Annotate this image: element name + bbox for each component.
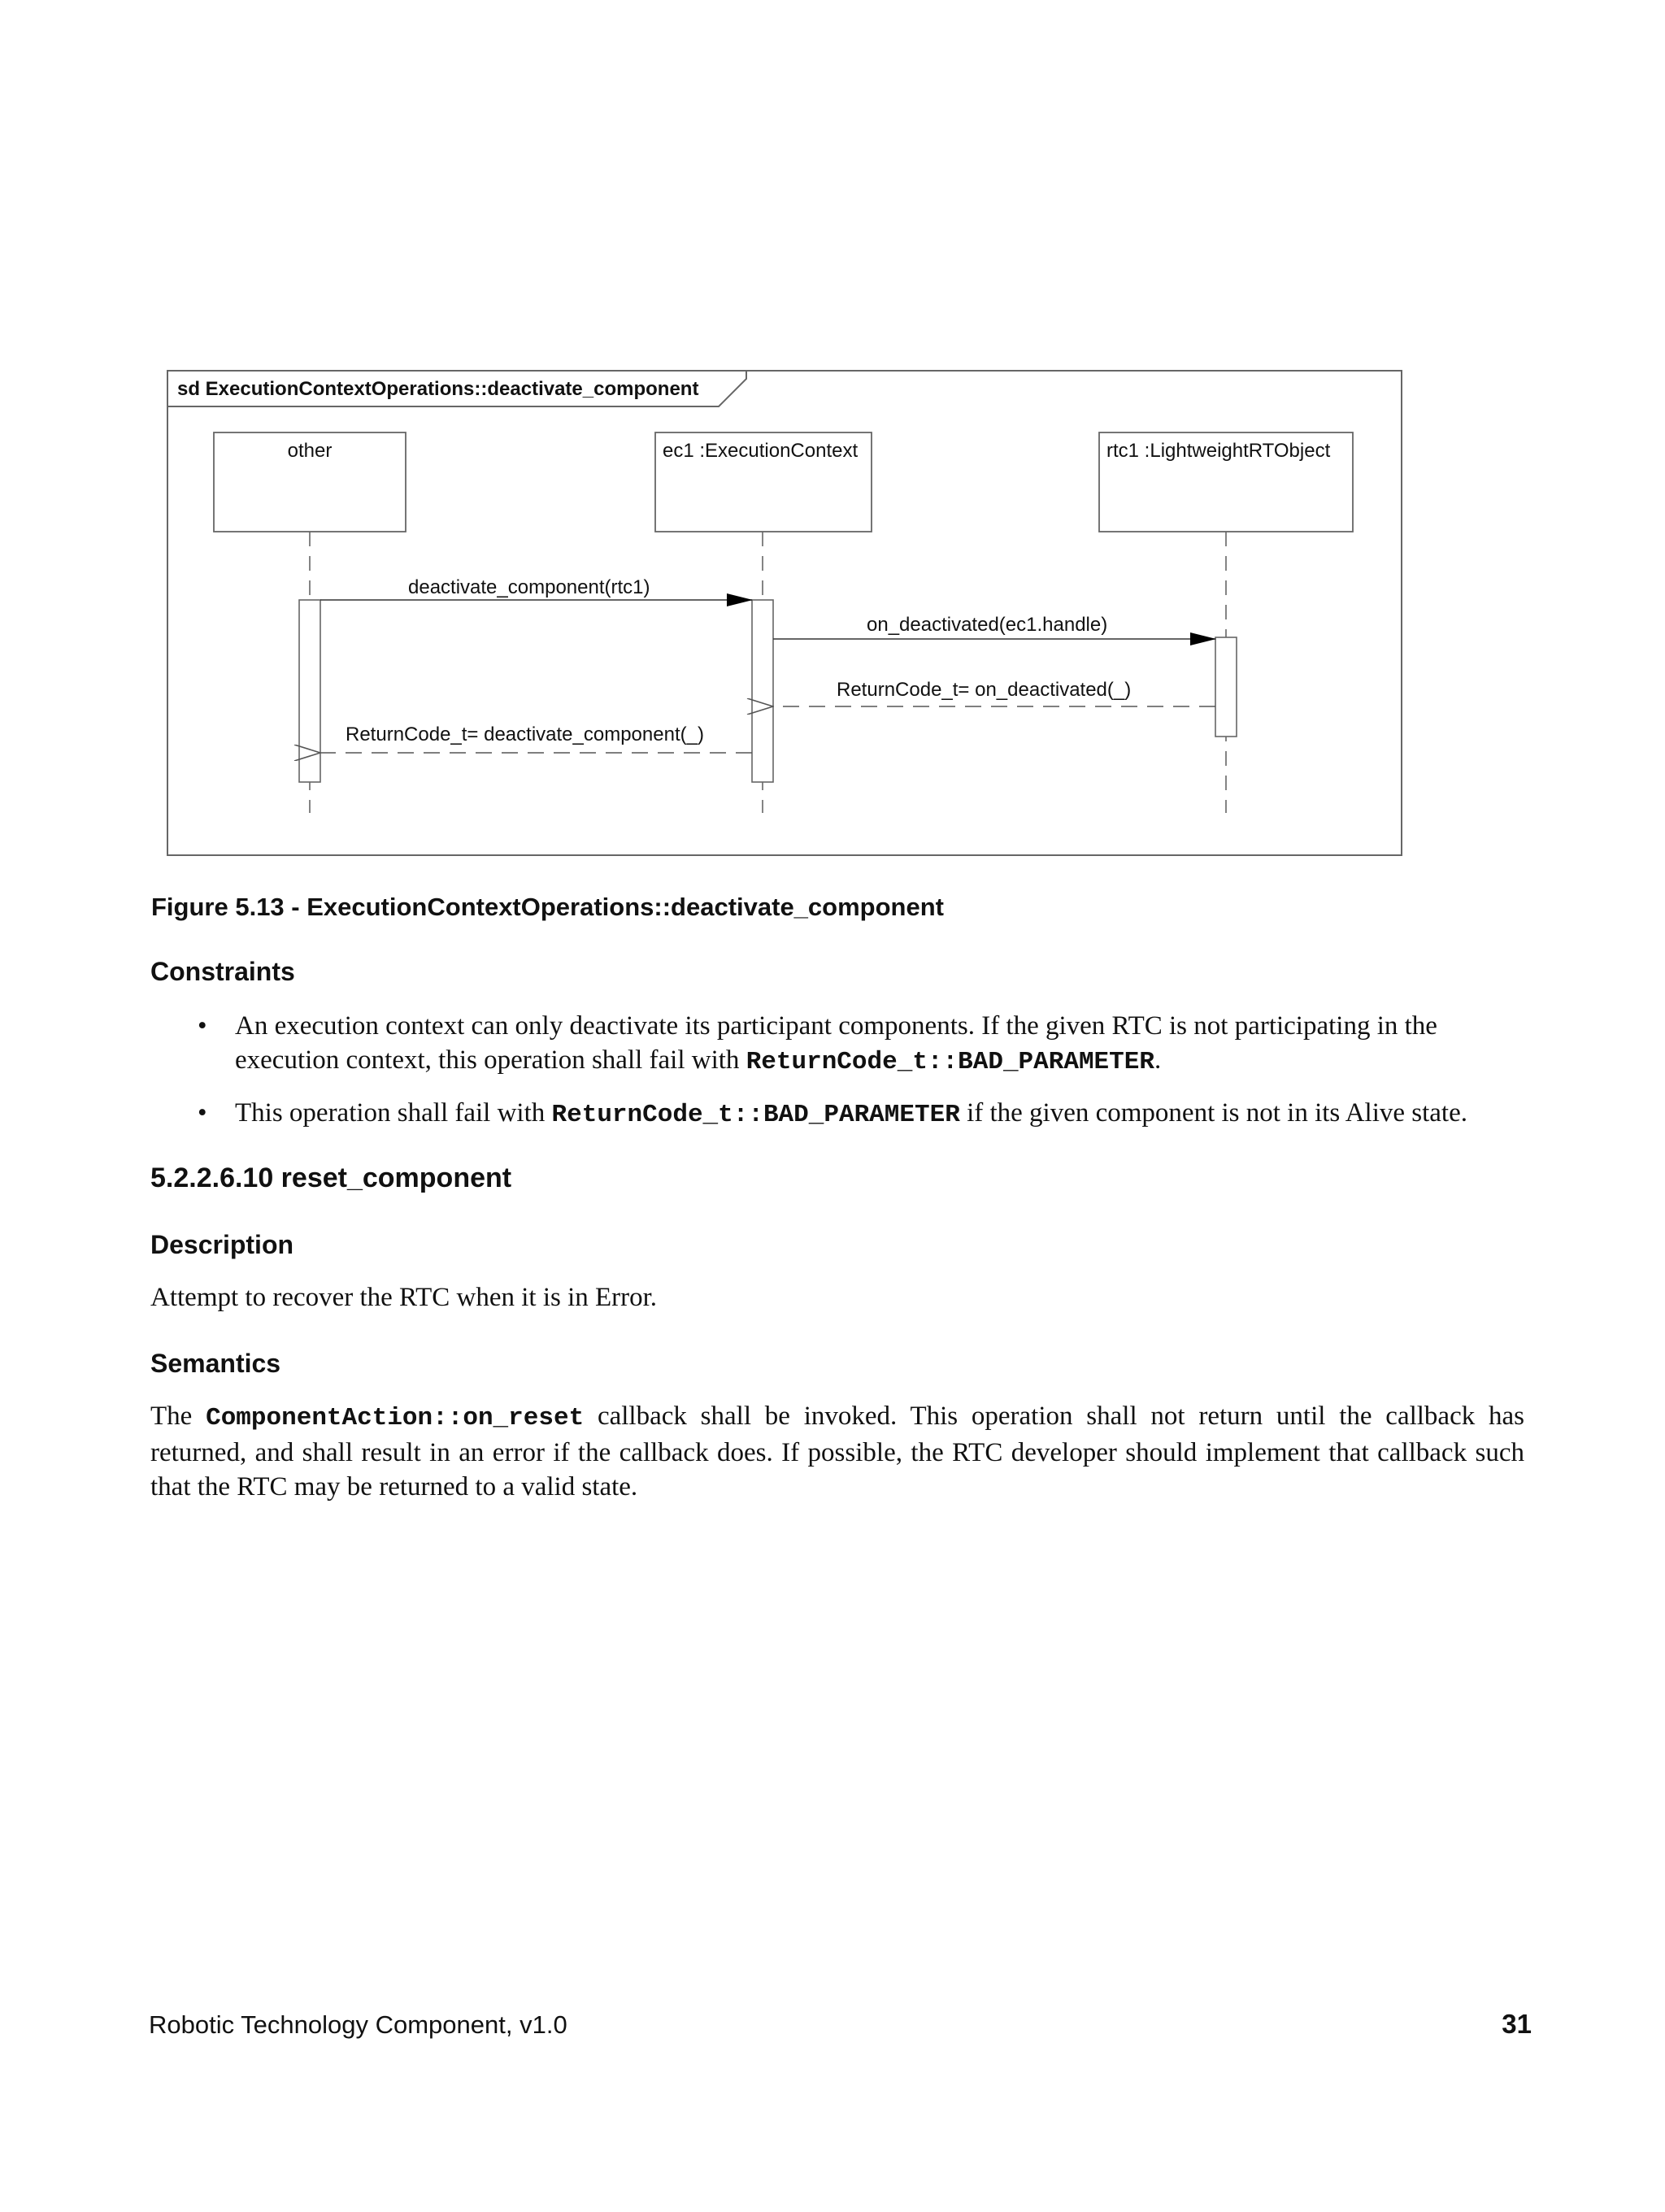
constraint-item-1: [235, 1009, 1503, 1080]
activation-bar-rtc1: [1215, 637, 1237, 737]
semantics-heading: Semantics: [150, 1349, 281, 1378]
constraints-heading: Constraints: [150, 957, 295, 986]
semantics-paragraph: [150, 1399, 1524, 1504]
sequence-diagram: [0, 0, 1665, 878]
description-heading: Description: [150, 1230, 294, 1259]
message-label-on-deactivated: on_deactivated(ec1.handle): [867, 614, 1108, 636]
figure-caption: Figure 5.13 - ExecutionContextOperations::deactivate_component: [151, 893, 944, 921]
lifeline-label-rtc1: rtc1 :LightweightRTObject: [1106, 440, 1331, 462]
semantics-code: ComponentAction::on_reset: [206, 1404, 585, 1432]
semantics-text-end: callback shall be invoked. This operation shall not return until the callback has returned, and shall result in an error if the callback does. If possible, the RTC developer should implement that callback such that the RTC may be returned to a valid state.: [150, 1402, 1524, 1501]
constraint-item-1-code: ReturnCode_t::BAD_PARAMETER: [746, 1048, 1154, 1076]
constraint-item-2: [235, 1096, 1552, 1132]
frame-label: sd ExecutionContextOperations::deactivate_component: [177, 378, 699, 400]
page-number: 31: [1502, 2009, 1532, 2039]
constraint-item-1-end: .: [1154, 1045, 1162, 1075]
constraint-item-1-text: An execution context can only deactivate its participant components. If the given RTC is not participating in the execution context, this operation shall fail with: [235, 1011, 1437, 1075]
constraint-item-2-text: This operation shall fail with: [235, 1098, 552, 1128]
description-text: Attempt to recover the RTC when it is in Error.: [150, 1283, 658, 1312]
message-label-deactivate-component: deactivate_component(rtc1): [408, 576, 650, 598]
section-heading: 5.2.2.6.10 reset_component: [150, 1162, 512, 1193]
activation-bar-other: [299, 600, 320, 782]
activation-bar-ec1: [752, 600, 773, 782]
bullet-symbol: •: [198, 1011, 207, 1041]
lifeline-label-ec1: ec1 :ExecutionContext: [663, 440, 859, 462]
semantics-text: The: [150, 1402, 206, 1431]
lifeline-label-other: other: [287, 440, 333, 462]
reply-label-deactivate-component: ReturnCode_t= deactivate_component(_): [346, 724, 704, 745]
constraint-item-2-code: ReturnCode_t::BAD_PARAMETER: [551, 1101, 960, 1129]
bullet-symbol: •: [198, 1098, 207, 1128]
reply-label-on-deactivated: ReturnCode_t= on_deactivated(_): [837, 679, 1132, 701]
constraint-item-2-end: if the given component is not in its Alive state.: [959, 1098, 1467, 1128]
footer-title: Robotic Technology Component, v1.0: [149, 2010, 567, 2039]
